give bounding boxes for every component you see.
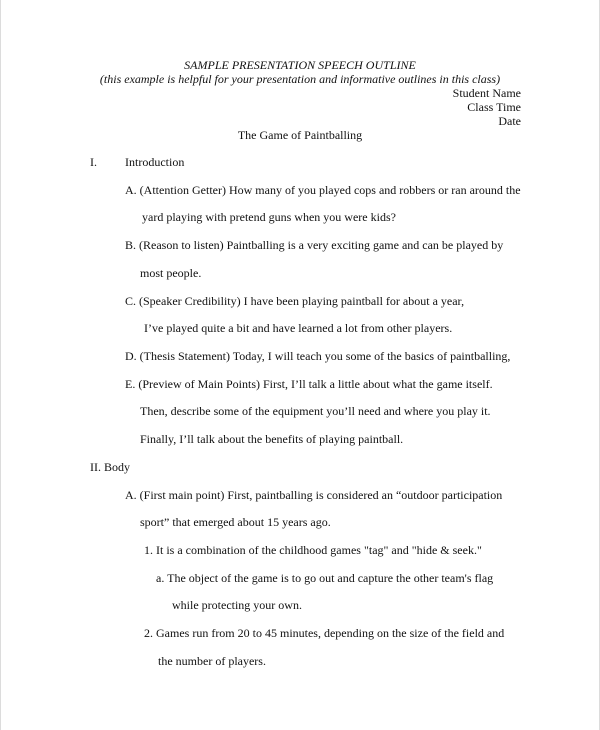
body-item-a: A. (First main point) First, paintballing is considered an “outdoor participation bbox=[125, 488, 503, 502]
intro-item-e-cont-1: Then, describe some of the equipment you’ll need and where you play it. bbox=[140, 404, 491, 418]
body-item-a-cont: sport” that emerged about 15 years ago. bbox=[140, 515, 331, 529]
student-name: Student Name bbox=[452, 86, 521, 100]
intro-item-b: B. (Reason to listen) Paintballing is a very exciting game and can be played by bbox=[125, 238, 504, 252]
class-time: Class Time bbox=[467, 100, 521, 114]
intro-item-e-cont-2: Finally, I’ll talk about the benefits of playing paintball. bbox=[140, 432, 404, 446]
date: Date bbox=[498, 114, 521, 128]
body-sub-2: 2. Games run from 20 to 45 minutes, depending on the size of the field and bbox=[144, 626, 505, 640]
intro-item-c-cont: I’ve played quite a bit and have learned a lot from other players. bbox=[144, 321, 453, 335]
intro-item-c: C. (Speaker Credibility) I have been playing paintball for about a year, bbox=[125, 294, 465, 308]
body-sub-1: 1. It is a combination of the childhood games "tag" and "hide & seek." bbox=[144, 543, 482, 557]
body-sub-1a: a. The object of the game is to go out and capture the other team's flag bbox=[156, 571, 494, 585]
section-1-heading: Introduction bbox=[125, 155, 185, 169]
intro-item-b-cont: most people. bbox=[140, 266, 202, 280]
outline-title: SAMPLE PRESENTATION SPEECH OUTLINE bbox=[184, 58, 416, 72]
document-title: The Game of Paintballing bbox=[237, 128, 363, 142]
body-sub-2-cont: the number of players. bbox=[158, 654, 266, 668]
body-sub-1a-cont: while protecting your own. bbox=[172, 598, 302, 612]
outline-subtitle: (this example is helpful for your presentation and informative outlines in this class) bbox=[99, 72, 501, 86]
section-1-numeral: I. bbox=[90, 155, 97, 169]
intro-item-e: E. (Preview of Main Points) First, I’ll talk a little about what the game itself. bbox=[125, 377, 493, 391]
intro-item-a: A. (Attention Getter) How many of you played cops and robbers or ran around the bbox=[125, 183, 521, 197]
intro-item-a-cont: yard playing with pretend guns when you were kids? bbox=[142, 210, 396, 224]
intro-item-d: D. (Thesis Statement) Today, I will teach you some of the basics of paintballing, bbox=[125, 349, 511, 363]
section-2-heading: II. Body bbox=[90, 460, 130, 474]
